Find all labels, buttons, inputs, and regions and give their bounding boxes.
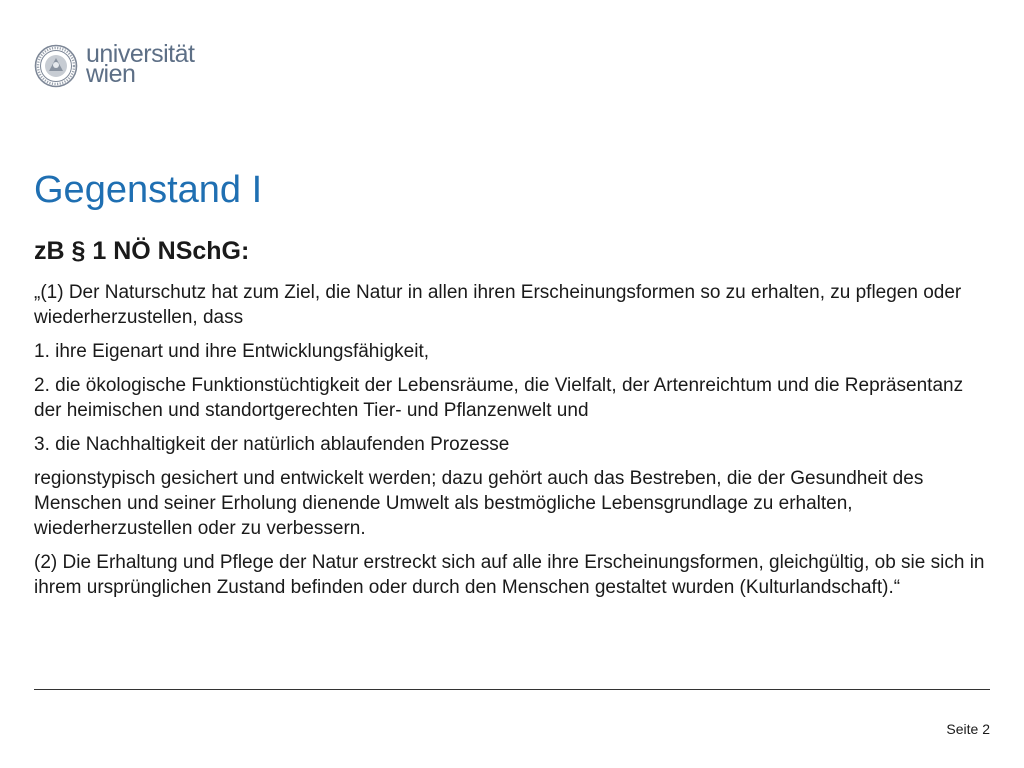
slide-title: Gegenstand I (34, 169, 263, 211)
wordmark-line-2: wien (86, 60, 136, 88)
paragraph-item-3: 3. die Nachhaltigkeit der natürlich ablaufenden Prozesse (34, 434, 510, 455)
university-logo (34, 40, 195, 90)
paragraph-item-2: 2. die ökologische Funktionstüchtigkeit der Lebensräume, die Vielfalt, der Artenreichtum und die Repräsentanz der heimischen und standortgerechten Tier- und Pflanzenwelt und (34, 375, 964, 421)
paragraph-section-2: (2) Die Erhaltung und Pflege der Natur erstreckt sich auf alle ihre Erscheinungsformen, gleichgültig, ob sie sich in ihrem ursprünglichen Zustand befinden oder durch den Menschen gestaltet wurden (Kulturlandschaft).“ (34, 552, 985, 598)
university-wordmark (86, 40, 195, 88)
slide-body (34, 280, 994, 609)
university-seal-icon (34, 44, 78, 88)
wordmark-line-1: universität (86, 40, 195, 68)
footer-divider (34, 689, 990, 690)
paragraph-intro: „(1) Der Naturschutz hat zum Ziel, die Natur in allen ihren Erscheinungsformen so zu erhalten, zu pflegen oder wiederherzustellen, dass (34, 282, 962, 328)
paragraph-conclusion: regionstypisch gesichert und entwickelt werden; dazu gehört auch das Bestreben, die der Gesundheit des Menschen und seiner Erholung dienende Umwelt als bestmögliche Lebensgrundlage zu erhalten, wiederherzustellen oder zu verbessern. (34, 468, 924, 539)
slide-subtitle: zB § 1 NÖ NSchG: (34, 237, 250, 265)
paragraph-item-1: 1. ihre Eigenart und ihre Entwicklungsfähigkeit, (34, 341, 430, 362)
page-number: Seite 2 (946, 721, 990, 737)
